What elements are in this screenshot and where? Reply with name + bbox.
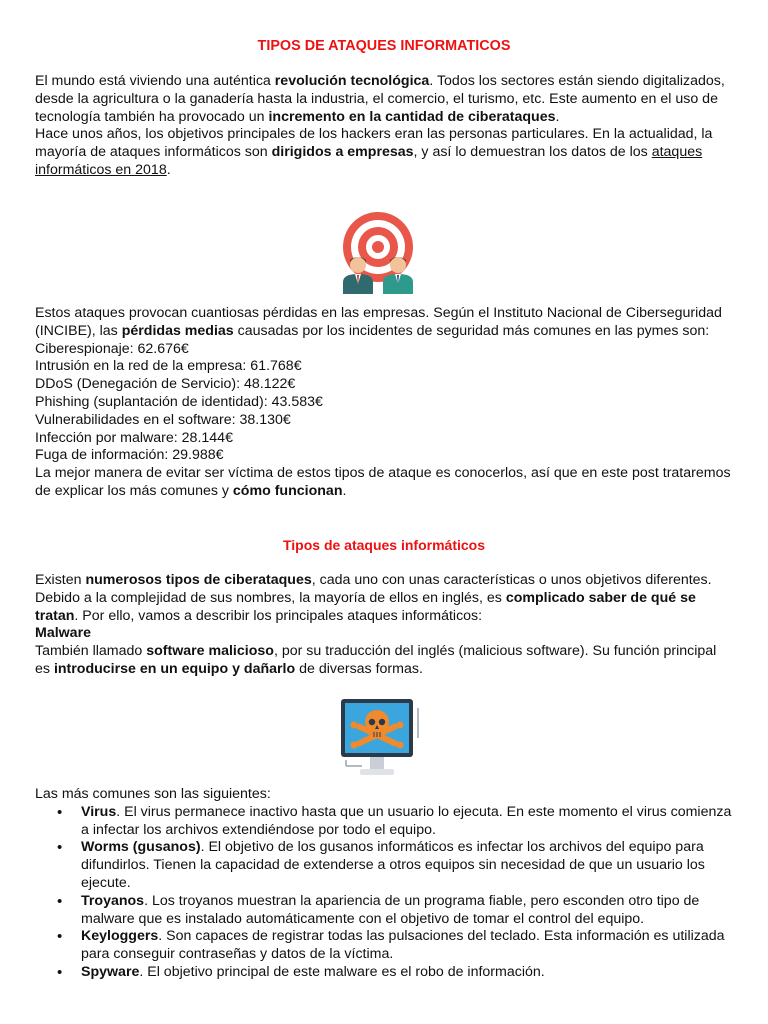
list-item: • Troyanos. Los troyanos muestran la apariencia de un programa fiable, pero esconden otro tipo de malware que es instalado automáticamente con el objetivo de tomar el control del equipo. xyxy=(35,893,735,929)
list-item: • Virus. El virus permanece inactivo hasta que un usuario lo ejecuta. En este momento el virus comienza a infectar los archivos extendiéndose por todo el equipo. xyxy=(35,804,735,840)
section-title: Tipos de ataques informáticos xyxy=(282,537,485,553)
loss-item: Infección por malware: 28.144€ xyxy=(35,429,233,446)
list-item: • Keyloggers. Son capaces de registrar todas las pulsaciones del teclado. Esta información es utilizada para conseguir contraseñas y datos de la víctima. xyxy=(35,928,735,964)
loss-item: Intrusión en la red de la empresa: 61.768€ xyxy=(35,358,302,375)
target-business-icon xyxy=(335,210,421,294)
types-paragraph: Existen numerosos tipos de ciberataques, cada uno con unas características o unos objetivos diferentes. Debido a la complejidad de sus nombres, la mayoría de ellos en inglés, es complicado saber de qué se tratan. Por ello, vamos a describir los principales ataques informáticos: xyxy=(35,572,712,624)
loss-item: Fuga de información: 29.988€ xyxy=(35,447,224,464)
loss-item: Ciberespionaje: 62.676€ xyxy=(35,340,189,357)
intro-paragraph-1: El mundo está viviendo una auténtica revolución tecnológica. Todos los sectores están siendo digitalizados, desde la agricultura o la ganadería hasta la industria, el comercio, el turismo, etc. Este aumento en el uso de tecnología también ha provocado un incremento en la cantidad de ciberataques. xyxy=(35,73,725,125)
common-intro: Las más comunes son las siguientes: xyxy=(35,786,271,802)
loss-item: Vulnerabilidades en el software: 38.130€ xyxy=(35,411,291,428)
list-item: • Worms (gusanos). El objetivo de los gusanos informáticos es infectar los archivos del equipo para difundirlos. Tienen la capacidad de extenderse a otros equipos sin necesidad de que un usuario los ejecute. xyxy=(35,839,735,892)
losses-section xyxy=(35,305,735,501)
list-item: • Spyware. El objetivo principal de este malware es el robo de información. xyxy=(35,964,735,982)
document-title: TIPOS DE ATAQUES INFORMATICOS xyxy=(257,38,511,54)
loss-item: Phishing (suplantación de identidad): 43.583€ xyxy=(35,393,323,410)
ataques-2018-link[interactable]: ataques informáticos en 2018 xyxy=(35,144,703,178)
loss-item: DDoS (Denegación de Servicio): 48.122€ xyxy=(35,376,296,393)
types-section xyxy=(35,572,735,679)
intro-paragraph-2: Hace unos años, los objetivos principales de los hackers eran las personas particulares. En la actualidad, la mayoría de ataques informáticos son dirigidos a empresas, y así lo demuestran los datos de los ataques informáticos en 2018. xyxy=(35,126,713,178)
infected-monitor-icon xyxy=(340,698,424,778)
malware-types-list xyxy=(35,804,735,982)
losses-closing: La mejor manera de evitar ser víctima de estos tipos de ataque es conocerlos, así que en este post trataremos de explicar los más comunes y cómo funcionan. xyxy=(35,465,731,499)
malware-heading: Malware xyxy=(35,625,91,642)
common-section xyxy=(35,786,735,982)
malware-paragraph: También llamado software malicioso, por su traducción del inglés (malicious software). Su función principal es introducirse en un equipo y dañarlo de diversas formas. xyxy=(35,643,717,677)
intro-section xyxy=(35,73,735,180)
losses-paragraph: Estos ataques provocan cuantiosas pérdidas en las empresas. Según el Instituto Nacional de Ciberseguridad (INCIBE), las pérdidas medias causadas por los incidentes de seguridad más comunes en las pymes son: xyxy=(35,305,722,339)
